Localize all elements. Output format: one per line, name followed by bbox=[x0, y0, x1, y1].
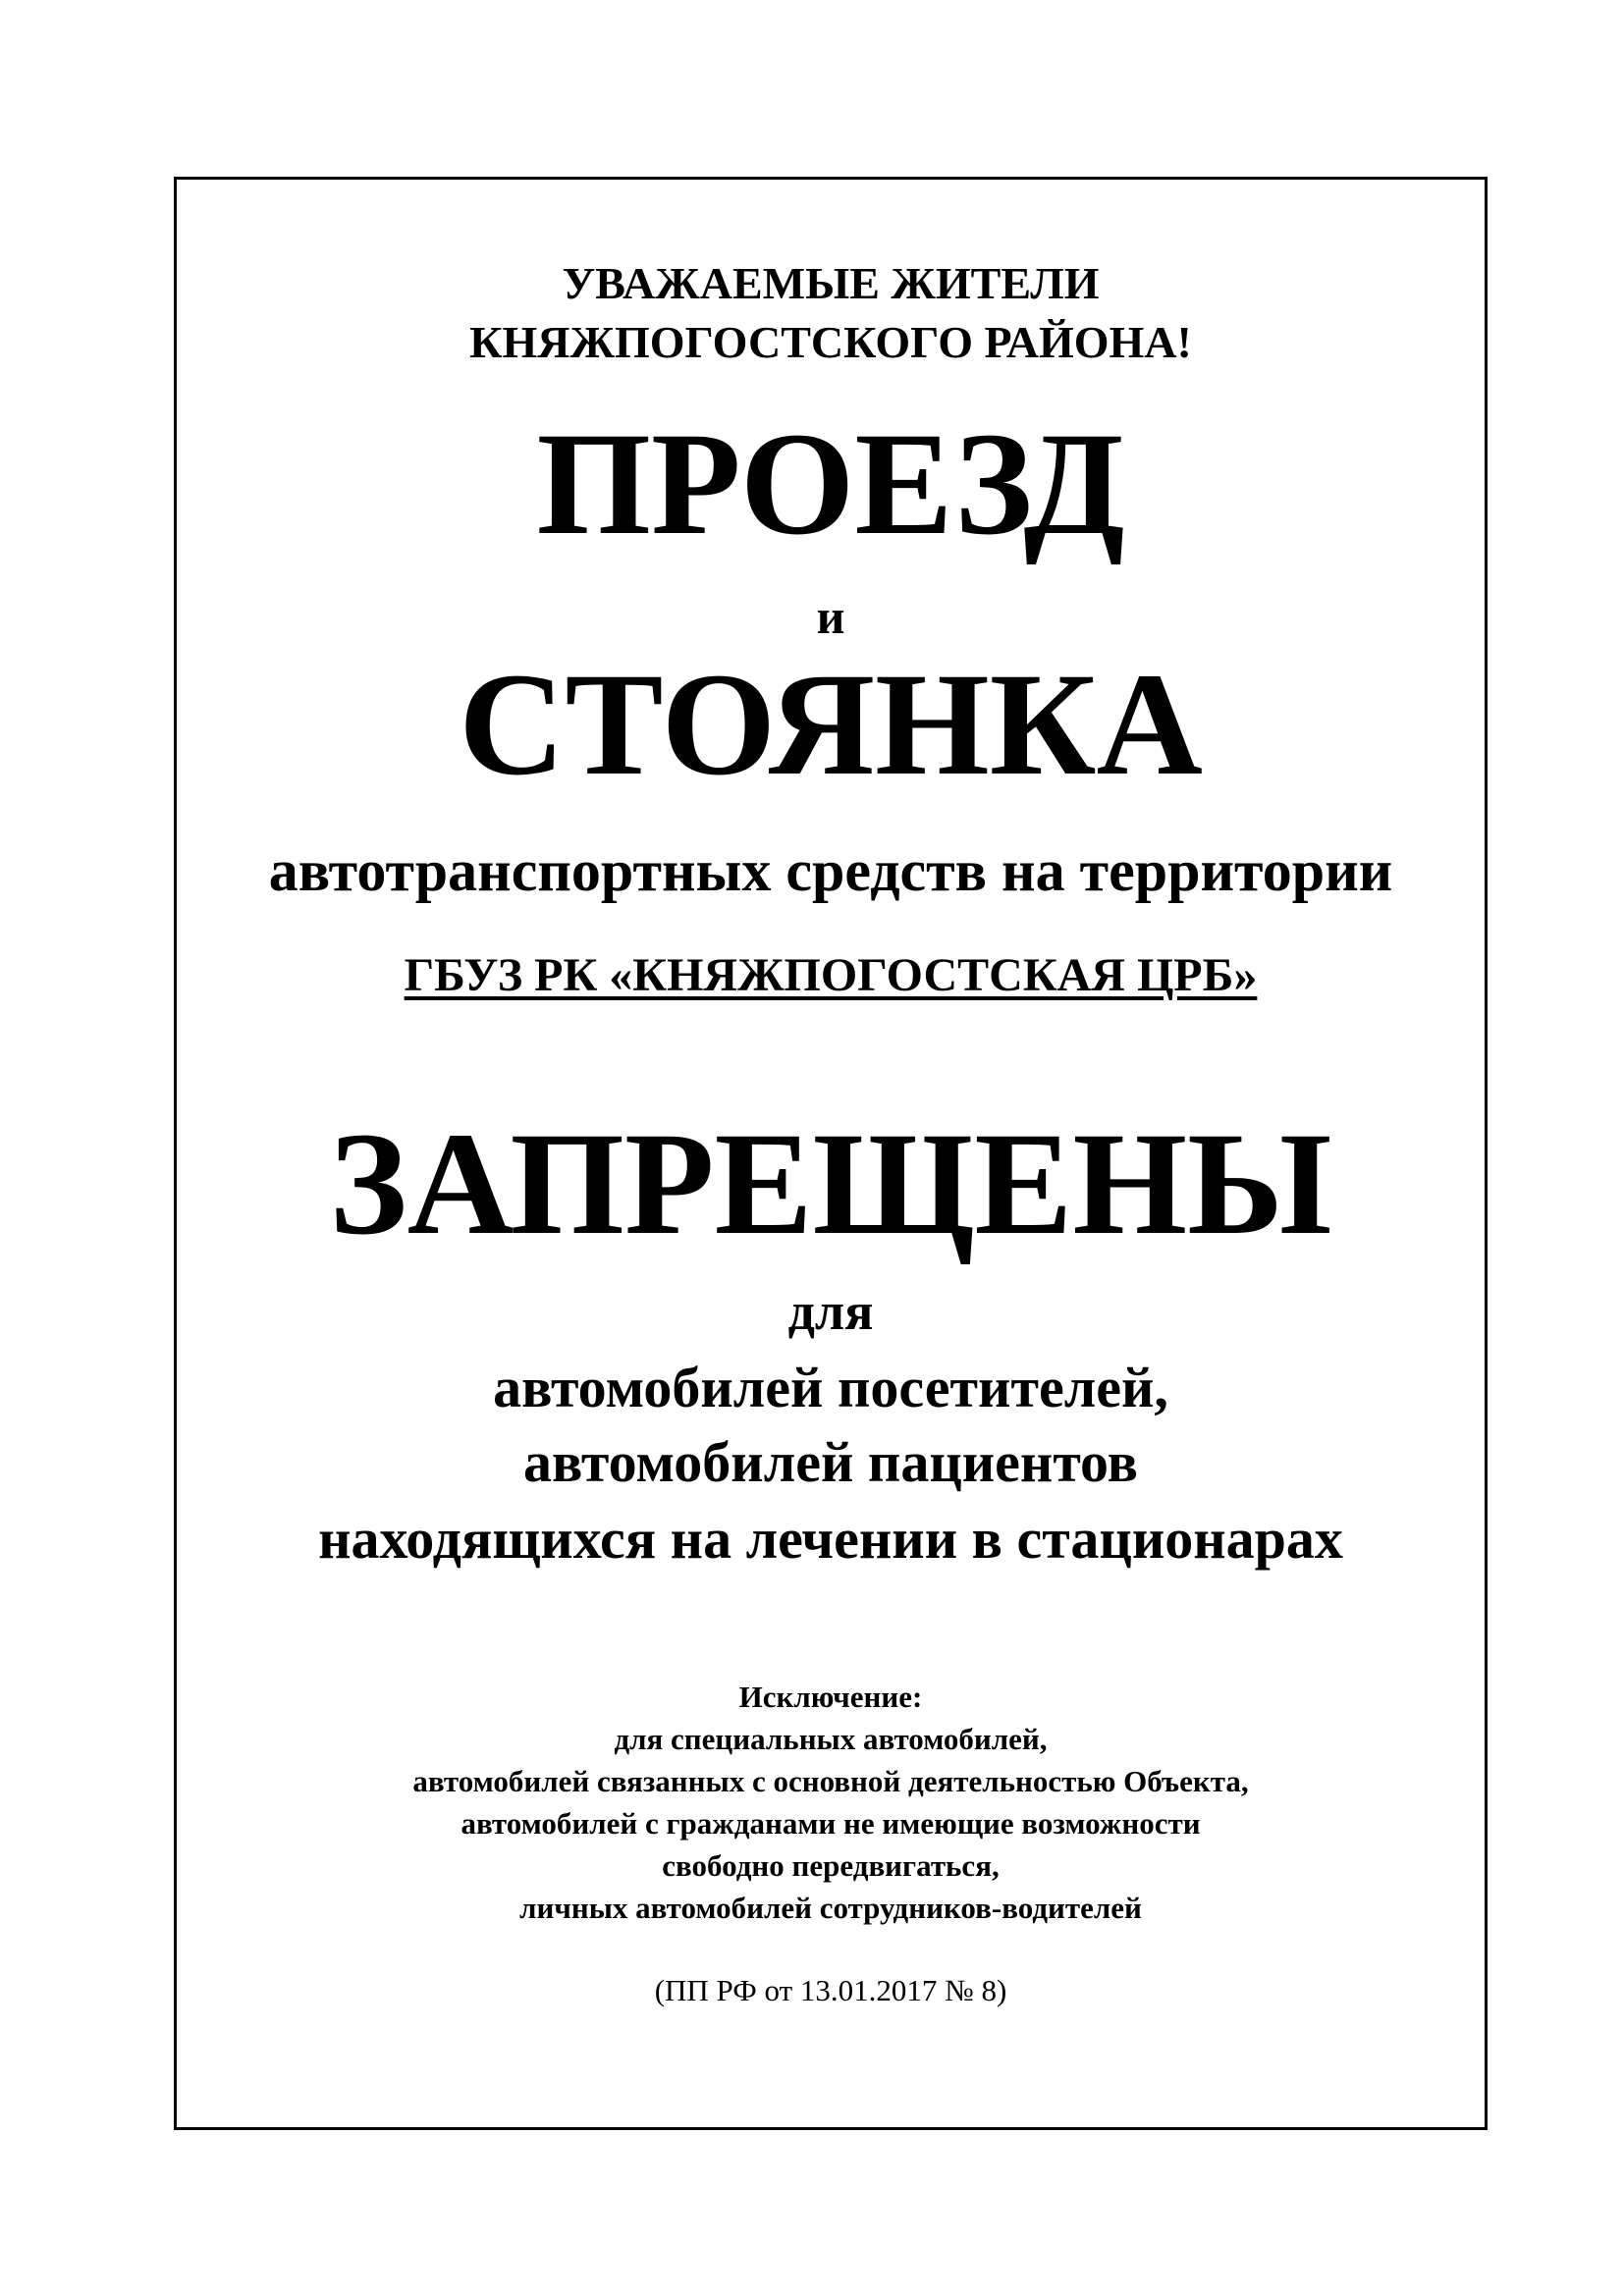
target-line-3: находящихся на лечении в стационарах bbox=[318, 1507, 1343, 1571]
target-line-1: автомобилей посетителей, bbox=[493, 1356, 1168, 1419]
prohibited-heading: ЗАПРЕЩЕНЫ bbox=[329, 1102, 1332, 1265]
conjunction-and: и bbox=[816, 589, 845, 644]
exception-title: Исключение: bbox=[738, 1680, 923, 1714]
greeting-line-2: КНЯЖПОГОСТСКОГО РАЙОНА! bbox=[469, 317, 1192, 367]
exception-line-4: свободно передвигаться, bbox=[662, 1848, 1000, 1883]
organization-name: ГБУЗ РК «КНЯЖПОГОСТСКАЯ ЦРБ» bbox=[404, 949, 1258, 1001]
legal-reference: (ПП РФ от 13.01.2017 № 8) bbox=[654, 1973, 1007, 2007]
subject-line: автотранспортных средств на территории bbox=[268, 838, 1393, 903]
parking-heading: СТОЯНКА bbox=[459, 643, 1203, 806]
target-line-2: автомобилей пациентов bbox=[523, 1430, 1138, 1494]
exception-line-2: автомобилей связанных с основной деятельностью Объекта, bbox=[412, 1764, 1249, 1798]
greeting-line-1: УВАЖАЕМЫЕ ЖИТЕЛИ bbox=[562, 258, 1100, 308]
notice-frame bbox=[174, 177, 1488, 2130]
exception-line-1: для специальных автомобилей, bbox=[614, 1722, 1048, 1756]
for-word: для bbox=[787, 1282, 874, 1341]
exception-line-3: автомобилей с гражданами не имеющие возможности bbox=[460, 1806, 1201, 1841]
passage-heading: ПРОЕЗД bbox=[536, 402, 1125, 565]
exception-line-5: личных автомобилей сотрудников-водителей bbox=[519, 1891, 1142, 1925]
